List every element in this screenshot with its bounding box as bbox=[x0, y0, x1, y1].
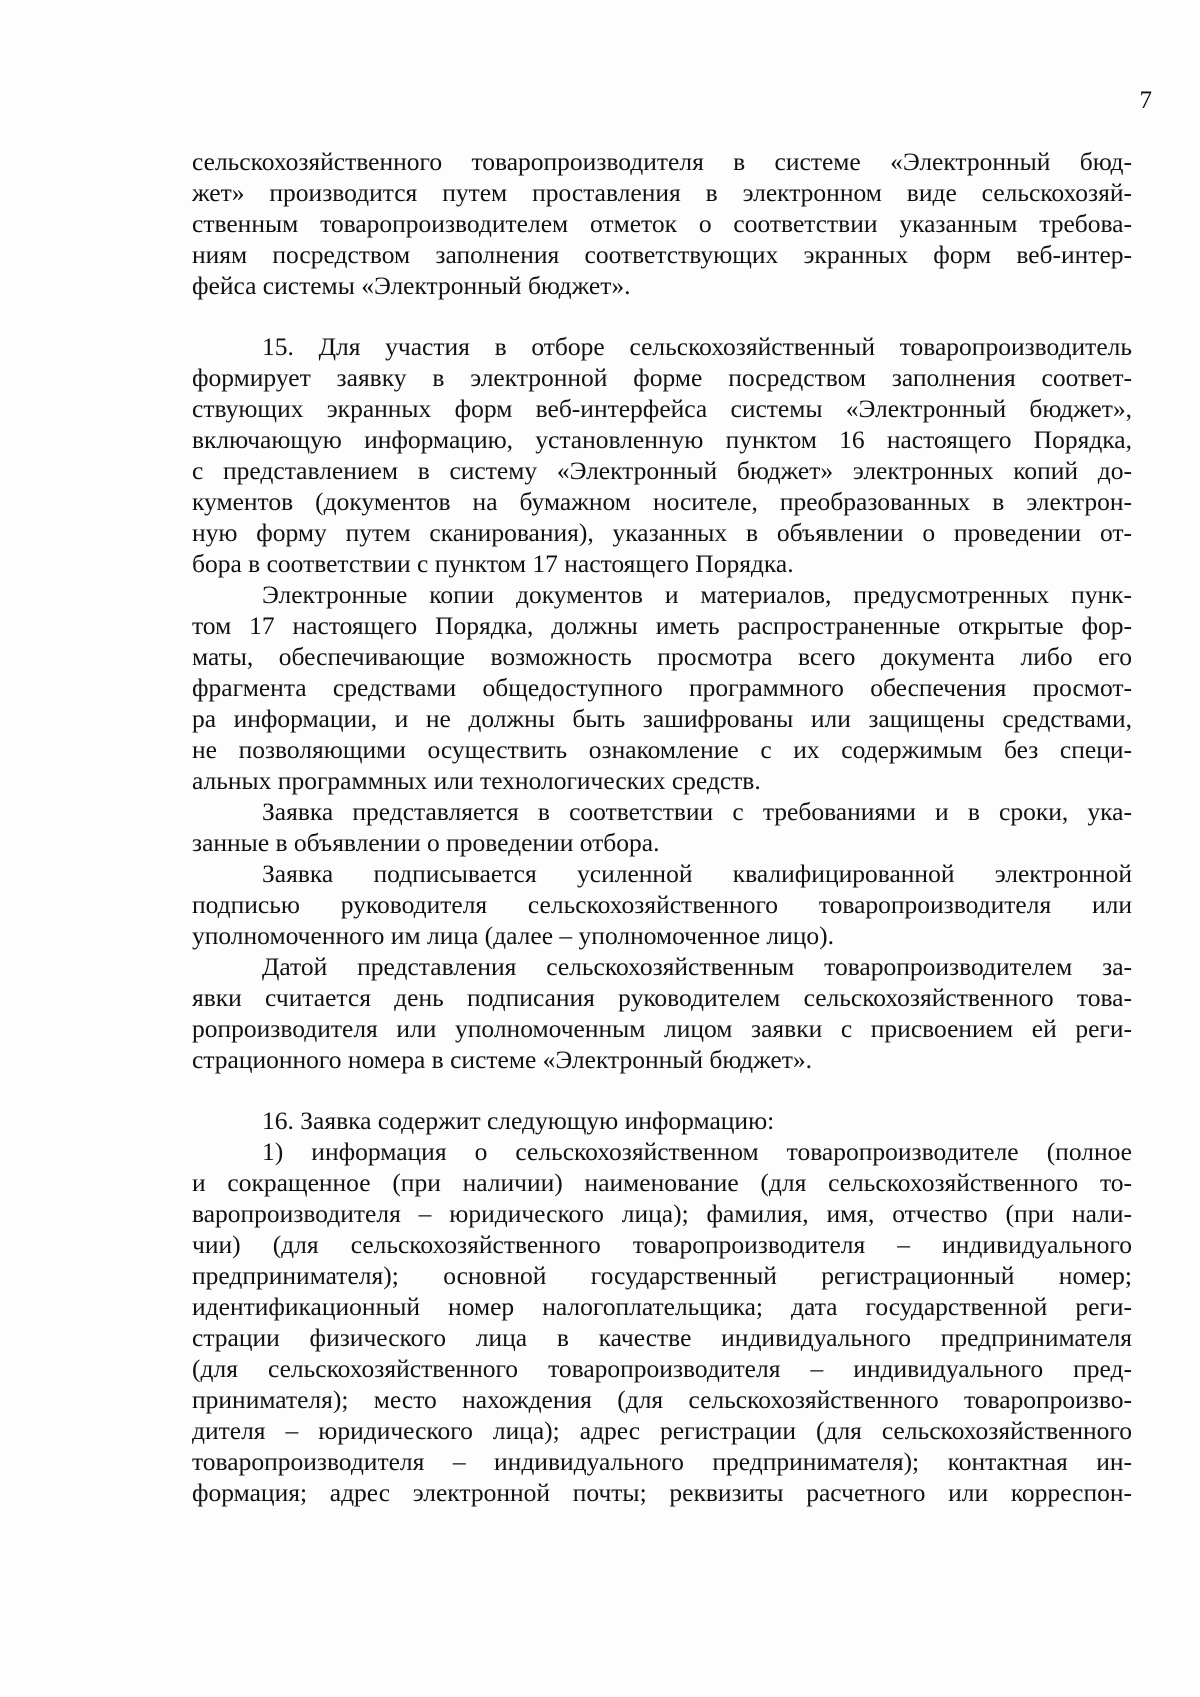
text-line: не позволяющими осуществить ознакомление с их содержимым без специ- bbox=[192, 735, 1132, 764]
text-line: ра информации, и не должны быть зашифрованы или защищены средствами, bbox=[192, 704, 1132, 733]
text-line: идентификационный номер налогоплательщика; дата государственной реги- bbox=[192, 1292, 1132, 1321]
text-line: альных программных или технологических средств. bbox=[192, 766, 761, 795]
text-line: подписью руководителя сельскохозяйственного товаропроизводителя или bbox=[192, 890, 1132, 919]
text-line: включающую информацию, установленную пунктом 16 настоящего Порядка, bbox=[192, 425, 1132, 454]
text-line: занные в объявлении о проведении отбора. bbox=[192, 828, 660, 857]
text-line: Заявка подписывается усиленной квалифицированной электронной bbox=[262, 859, 1132, 888]
text-line: ниям посредством заполнения соответствующих экранных форм веб-интер- bbox=[192, 240, 1132, 269]
text-line: страционного номера в системе «Электронный бюджет». bbox=[192, 1045, 812, 1074]
text-line: сельскохозяйственного товаропроизводителя в системе «Электронный бюд- bbox=[192, 147, 1132, 176]
text-line: дителя – юридического лица); адрес регистрации (для сельскохозяйственного bbox=[192, 1416, 1132, 1445]
text-line: том 17 настоящего Порядка, должны иметь распространенные открытые фор- bbox=[192, 611, 1132, 640]
text-line: чии) (для сельскохозяйственного товаропроизводителя – индивидуального bbox=[192, 1230, 1132, 1259]
text-line: формирует заявку в электронной форме посредством заполнения соответ- bbox=[192, 363, 1132, 392]
text-line: маты, обеспечивающие возможность просмотра всего документа либо его bbox=[192, 642, 1132, 671]
text-line: фрагмента средствами общедоступного программного обеспечения просмот- bbox=[192, 673, 1132, 702]
text-line: кументов (документов на бумажном носителе, преобразованных в электрон- bbox=[192, 487, 1132, 516]
text-line: товаропроизводителя – индивидуального предпринимателя); контактная ин- bbox=[192, 1447, 1132, 1476]
text-line: жет» производится путем проставления в электронном виде сельскохозяй- bbox=[192, 178, 1132, 207]
text-line: ствующих экранных форм веб-интерфейса системы «Электронный бюджет», bbox=[192, 394, 1132, 423]
text-line: уполномоченного им лица (далее – уполномоченное лицо). bbox=[192, 921, 835, 950]
text-line: фейса системы «Электронный бюджет». bbox=[192, 271, 631, 300]
text-line: принимателя); место нахождения (для сельскохозяйственного товаропроизво- bbox=[192, 1385, 1132, 1414]
paragraph-heading-16: 16. Заявка содержит следующую информацию: bbox=[262, 1106, 775, 1135]
text-line: ственным товаропроизводителем отметок о соответствии указанным требова- bbox=[192, 209, 1132, 238]
text-line: Электронные копии документов и материалов, предусмотренных пунк- bbox=[262, 580, 1132, 609]
text-line: и сокращенное (при наличии) наименование (для сельскохозяйственного то- bbox=[192, 1168, 1132, 1197]
text-line: страции физического лица в качестве индивидуального предпринимателя bbox=[192, 1323, 1132, 1352]
text-line: с представлением в систему «Электронный бюджет» электронных копий до- bbox=[192, 456, 1132, 485]
text-line: явки считается день подписания руководителем сельскохозяйственного това- bbox=[192, 983, 1132, 1012]
text-line: 1) информация о сельскохозяйственном товаропроизводителе (полное bbox=[262, 1137, 1132, 1166]
text-line: Датой представления сельскохозяйственным товаропроизводителем за- bbox=[262, 952, 1132, 981]
text-line: (для сельскохозяйственного товаропроизводителя – индивидуального пред- bbox=[192, 1354, 1132, 1383]
paragraph-heading-15: 15. Для участия в отборе сельскохозяйственный товаропроизводитель bbox=[262, 332, 1132, 361]
text-line: варопроизводителя – юридического лица); фамилия, имя, отчество (при нали- bbox=[192, 1199, 1132, 1228]
text-line: формация; адрес электронной почты; реквизиты расчетного или корреспон- bbox=[192, 1478, 1132, 1507]
page-number: 7 bbox=[1139, 87, 1152, 114]
text-line: ную форму путем сканирования), указанных в объявлении о проведении от- bbox=[192, 518, 1132, 547]
text-line: Заявка представляется в соответствии с требованиями и в сроки, ука- bbox=[262, 797, 1132, 826]
text-line: предпринимателя); основной государственный регистрационный номер; bbox=[192, 1261, 1132, 1290]
text-line: бора в соответствии с пунктом 17 настоящего Порядка. bbox=[192, 549, 794, 578]
text-line: ропроизводителя или уполномоченным лицом заявки с присвоением ей реги- bbox=[192, 1014, 1132, 1043]
